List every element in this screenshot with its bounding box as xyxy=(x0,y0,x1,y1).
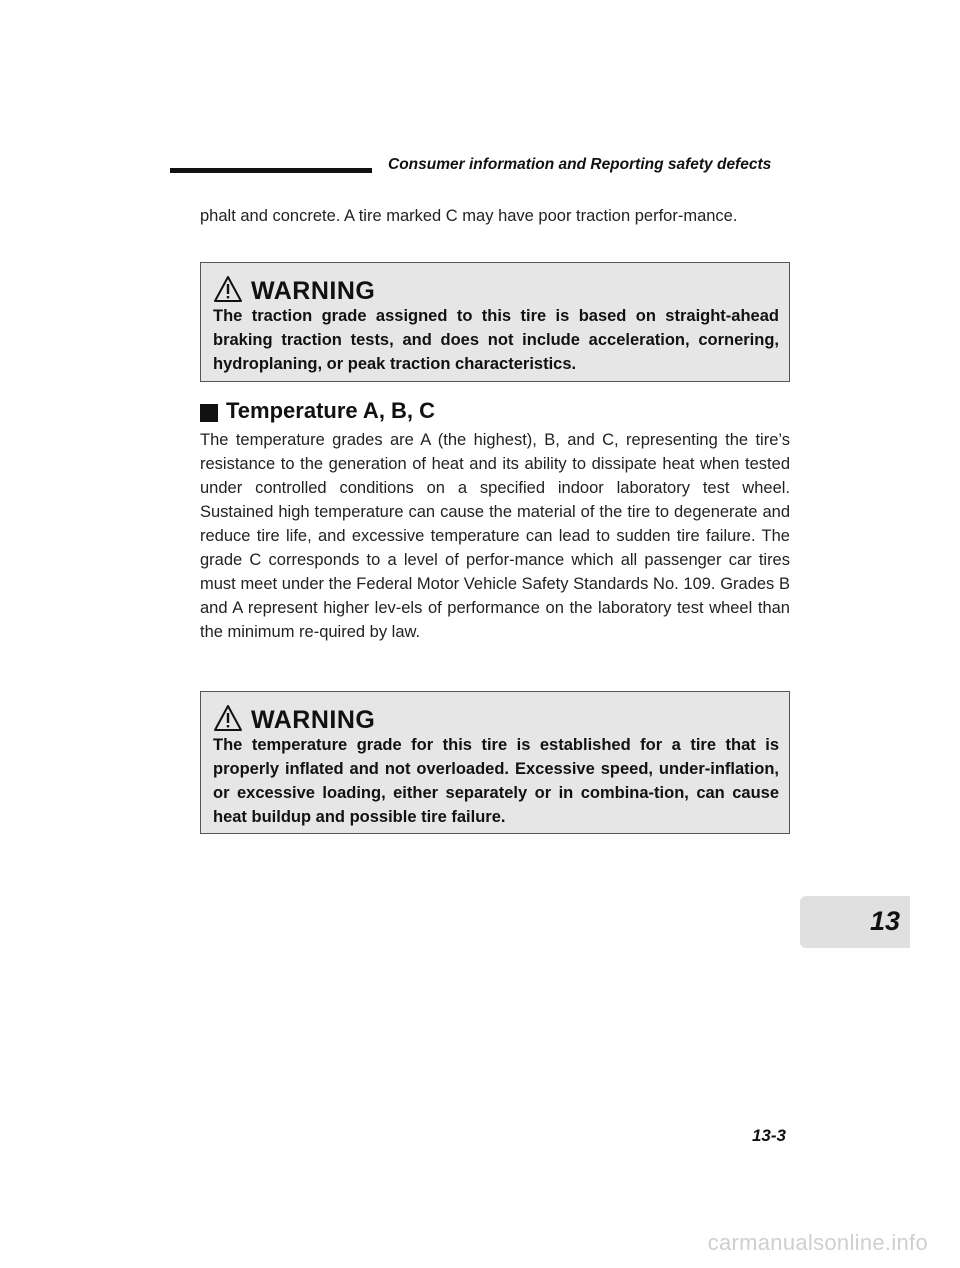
warning-triangle-icon xyxy=(213,275,243,303)
page-number: 13-3 xyxy=(751,1126,786,1145)
warning-body: The traction grade assigned to this tire is based on straight-ahead braking traction tests, and does not include acceleration, cornering, hydroplaning, or peak traction characteristics. xyxy=(213,307,779,373)
warning-triangle-icon xyxy=(213,704,243,732)
temperature-paragraph: The temperature grades are A (the highest), B, and C, representing the tire’s resistance to the generation of heat and its ability to dissipate heat when tested under controlled conditions on a specified indoor laboratory test wheel. Sustained high temperature can cause the material of the tire to degenerate and reduce tire life, and excessive temperature can lead to sudden tire failure. The grade C corresponds to a level of perfor-mance which all passenger car tires must meet under the Federal Motor Vehicle Safety Standards No. 109. Grades B and A represent higher lev-els of performance on the laboratory test wheel than the minimum re-quired by law. xyxy=(200,431,790,641)
warning-title: WARNING xyxy=(251,277,376,305)
section-title: Temperature A, B, C xyxy=(226,398,436,423)
header-title: Consumer information and Reporting safety defects xyxy=(388,156,772,173)
warning-box-temperature xyxy=(200,691,790,834)
warning-body: The temperature grade for this tire is established for a tire that is properly inflated and not overloaded. Excessive speed, under-inflation, or excessive loading, either separately or in combina-tion, can cause heat buildup and possible tire failure. xyxy=(213,736,779,826)
warning-title: WARNING xyxy=(251,706,376,734)
chapter-number: 13 xyxy=(869,906,900,936)
header-rule xyxy=(170,168,372,173)
intro-paragraph: phalt and concrete. A tire marked C may have poor traction perfor-mance. xyxy=(200,207,738,225)
watermark: carmanualsonline.info xyxy=(707,1230,928,1255)
warning-box-traction xyxy=(200,262,790,382)
square-bullet-icon xyxy=(200,404,218,422)
chapter-tab[interactable] xyxy=(800,896,910,948)
